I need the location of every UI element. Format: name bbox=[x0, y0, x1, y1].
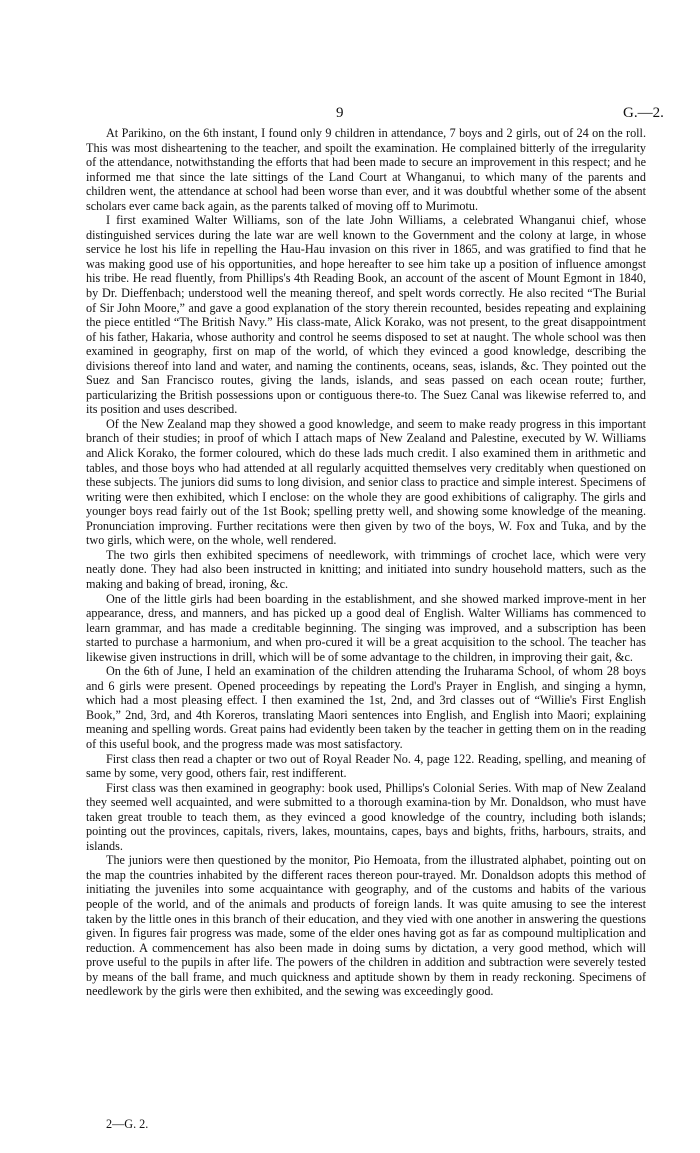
paragraph: Of the New Zealand map they showed a good knowledge, and seem to make ready progress in this important branch of their studies; in proof of which I attach maps of New Zealand and Palestine, executed by W. Williams and Alick Korako, the former coloured, which do these lads much credit. I also examined them in arithmetic and tables, and those boys who had attended at all regularly acquitted themselves very creditably when questioned on these subjects. The juniors did sums to long division, and senior class to practice and simple interest. Specimens of writing were then exhibited, which I enclose: on the whole they are good exhibitions of caligraphy. The girls and younger boys read fairly out of the 1st Book; spelling pretty well, and showing some knowledge of the meaning. Pronunciation improving. Further recitations were then given by two of the boys, W. Fox and Tuka, and by the two girls, which were, on the whole, well rendered. bbox=[86, 416, 646, 548]
page-number: 9 bbox=[336, 105, 344, 121]
paragraph: One of the little girls had been boarding in the establishment, and she showed marked improve-ment in her appearance, dress, and manners, and has picked up a good deal of English. Walter Williams has commenced to learn grammar, and has made a creditable beginning. The singing was improved, and a subscription has been started to purchase a harmonium, and when pro-cured it will be a great acquisition to the school. The teacher has likewise given instructions in drill, which will be of some advantage to the children, in improving their gait, &c. bbox=[86, 591, 646, 664]
paragraph: On the 6th of June, I held an examination of the children attending the Iruharama School, of whom 28 boys and 6 girls were present. Opened proceedings by repeating the Lord's Prayer in English, and singing a hymn, which had a most pleasing effect. I then examined the 1st, 2nd, and 3rd classes out of “Willie's First English Book,” 2nd, 3rd, and 4th Koreros, translating Maori sentences into English, and English into Maori; explaining meaning and spelling words. Great pains had evidently been taken by the teacher in getting them on in the reading of this useful book, and the progress made was most satisfactory. bbox=[86, 664, 646, 751]
paragraph: First class was then examined in geography: book used, Phillips's Colonial Series. With map of New Zealand they seemed well acquainted, and were submitted to a thorough examina-tion by Mr. Donaldson, who must have taken great trouble to teach them, as they evinced a good knowledge of the country, including both islands; pointing out the provinces, capitals, rivers, lakes, mountains, capes, bays and bights, friths, harbours, straits, and islands. bbox=[86, 780, 646, 853]
report-body bbox=[86, 126, 646, 999]
signature-mark: 2—G. 2. bbox=[106, 1117, 149, 1131]
paragraph: At Parikino, on the 6th instant, I found only 9 children in attendance, 7 boys and 2 girls, out of 24 on the roll. This was most disheartening to the teacher, and spoilt the examination. He complained bitterly of the irregularity of the attendance, notwithstanding the efforts that had been made to secure an improvement in this respect; and he informed me that since the late sittings of the Land Court at Whanganui, to which many of the parents and children went, the attendance at school had been worse than ever, and it was doubtful whether some of the absent scholars ever came back again, as the parents talked of moving off to Murimotu. bbox=[86, 126, 646, 213]
paragraph: The two girls then exhibited specimens of needlework, with trimmings of crochet lace, which were very neatly done. They had also been instructed in knitting; and initiated into sundry household matters, such as the making and baking of bread, ironing, &c. bbox=[86, 547, 646, 591]
paragraph: The juniors were then questioned by the monitor, Pio Hemoata, from the illustrated alphabet, pointing out on the map the countries inhabited by the different races thereon pour-trayed. Mr. Donaldson adopts this method of initiating the juveniles into some acquaintance with geography, and of the customs and habits of the various people of the world, and of the animals and products of foreign lands. It was quite amusing to see the interest taken by the little ones in this branch of their education, and they vied with one another in answering the questions given. In figures fair progress was made, some of the elder ones having got as far as compound multiplication and reduction. A commencement has also been made in doing sums by dictation, a very good method, which will prove useful to the pupils in after life. The powers of the children in addition and subtraction were severely tested by means of the ball frame, and much quickness and aptitude shown by them in ready reckoning. Specimens of needlework by the girls were then exhibited, and the sewing was exceedingly good. bbox=[86, 853, 646, 999]
paragraph: First class then read a chapter or two out of Royal Reader No. 4, page 122. Reading, spelling, and meaning of same by some, very good, others fair, rest indifferent. bbox=[86, 751, 646, 781]
document-reference: G.—2. bbox=[623, 105, 664, 121]
paragraph: I first examined Walter Williams, son of the late John Williams, a celebrated Whanganui chief, whose distinguished services during the late war are well known to the Government and the colony at large, in whose service he lost his life in repelling the Hau-Hau invasion on this river in 1865, and was gratified to find that he was making good use of his opportunities, and hope hereafter to see him take up a position of influence amongst his tribe. He read fluently, from Phillips's 4th Reading Book, an account of the ascent of Mount Egmont in 1840, by Dr. Dieffenbach; understood well the meaning thereof, and spelt words correctly. He also recited “The Burial of Sir John Moore,” and gave a good explanation of the story therein recounted, besides repeating and explaining the piece entitled “The British Navy.” His class-mate, Alick Korako, was not present, to the great disappointment of his father, Hakaria, whose authority and control he seems disposed to set at naught. The whole school was then examined in geography, first on map of the world, of which they evinced a good knowledge, describing the divisions thereof into land and water, and naming the continents, oceans, seas, islands, &c. They pointed out the Suez and San Francisco routes, giving the lands, islands, and seas passed on each ocean route; further, particularizing the British possessions upon or contiguous there-to. The Suez Canal was likewise referred to, and its position and uses described. bbox=[86, 213, 646, 417]
